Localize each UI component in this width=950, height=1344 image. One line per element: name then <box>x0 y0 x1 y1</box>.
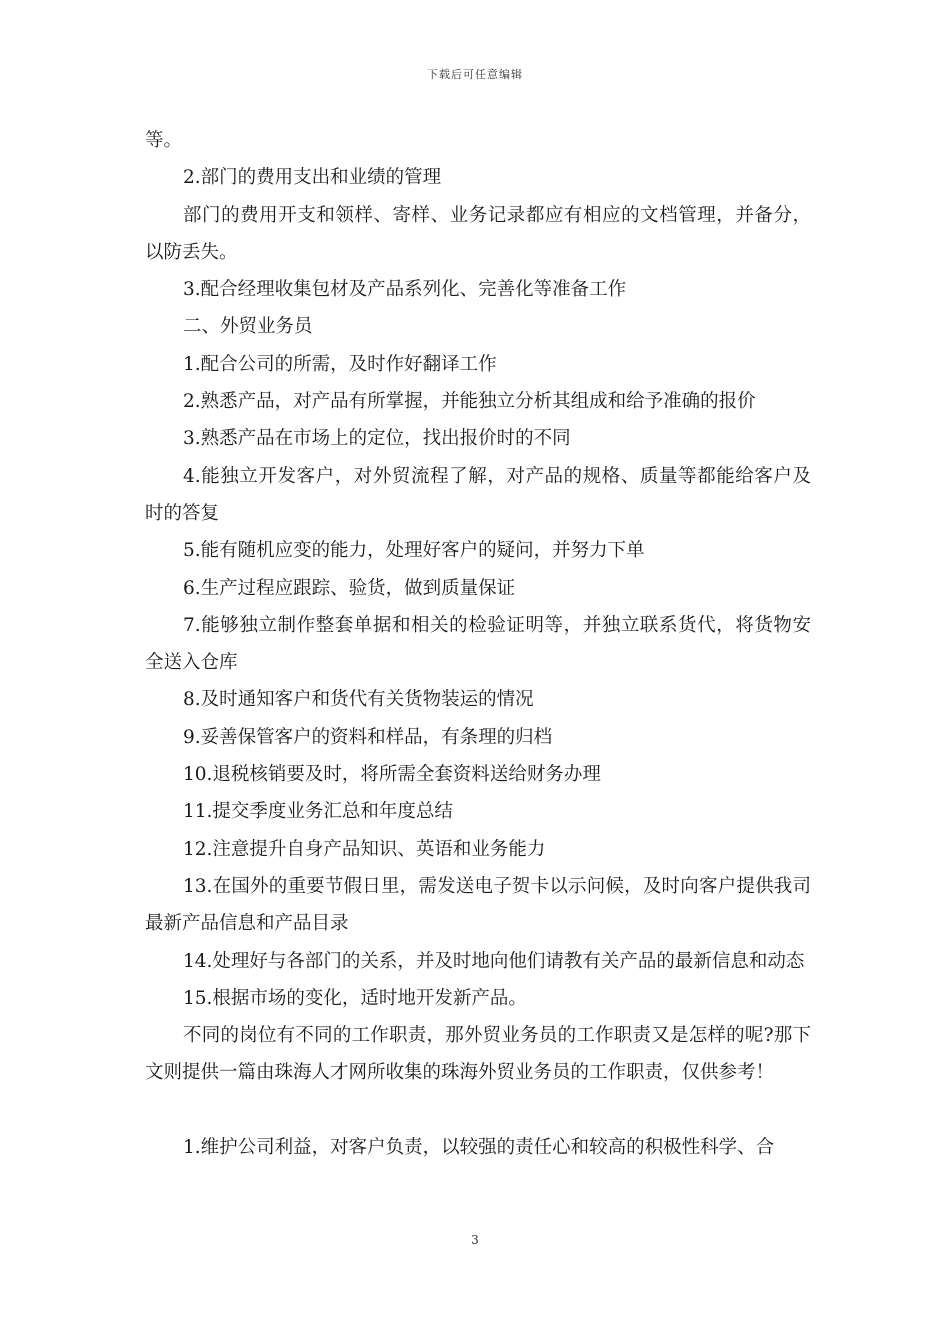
paragraph: 部门的费用开支和领样、寄样、业务记录都应有相应的文档管理，并备分，以防丢失。 <box>145 204 811 263</box>
paragraph: 1.配合公司的所需，及时作好翻译工作 <box>183 353 497 375</box>
paragraph: 15.根据市场的变化，适时地开发新产品。 <box>183 987 527 1009</box>
document-body <box>145 122 811 1166</box>
paragraph: 等。 <box>145 130 183 151</box>
paragraph: 二、外贸业务员 <box>183 316 313 338</box>
page-number: 3 <box>471 1233 479 1247</box>
paragraph: 4.能独立开发客户，对外贸流程了解，对产品的规格、质量等都能给客户及时的答复 <box>145 465 811 524</box>
blank-line <box>145 1092 811 1129</box>
paragraph: 2.部门的费用支出和业绩的管理 <box>183 167 442 189</box>
paragraph: 13.在国外的重要节假日里，需发送电子贺卡以示问候，及时向客户提供我司最新产品信息和产品目录 <box>145 875 811 935</box>
paragraph: 3.配合经理收集包材及产品系列化、完善化等准备工作 <box>183 279 627 301</box>
paragraph: 5.能有随机应变的能力，处理好客户的疑问，并努力下单 <box>183 540 645 562</box>
page-header: 下载后可任意编辑 <box>427 68 523 81</box>
paragraph: 6.生产过程应跟踪、验货，做到质量保证 <box>183 577 516 599</box>
paragraph: 8.及时通知客户和货代有关货物装运的情况 <box>183 689 534 711</box>
paragraph: 12.注意提升自身产品知识、英语和业务能力 <box>183 838 546 860</box>
paragraph: 14.处理好与各部门的关系，并及时地向他们请教有关产品的最新信息和动态 <box>183 950 805 972</box>
paragraph: 10.退税核销要及时，将所需全套资料送给财务办理 <box>183 764 601 786</box>
paragraph: 7.能够独立制作整套单据和相关的检验证明等，并独立联系货代，将货物安全送入仓库 <box>145 614 811 674</box>
paragraph: 11.提交季度业务汇总和年度总结 <box>183 801 453 823</box>
paragraph: 3.熟悉产品在市场上的定位，找出报价时的不同 <box>183 428 571 450</box>
paragraph: 9.妥善保管客户的资料和样品，有条理的归档 <box>183 726 553 748</box>
paragraph: 1.维护公司利益，对客户负责，以较强的责任心和较高的积极性科学、合 <box>183 1136 775 1158</box>
paragraph: 2.熟悉产品，对产品有所掌握，并能独立分析其组成和给予准确的报价 <box>183 391 756 413</box>
paragraph: 不同的岗位有不同的工作职责，那外贸业务员的工作职责又是怎样的呢?那下文则提供一篇由珠海人才网所收集的珠海外贸业务员的工作职责，仅供参考！ <box>145 1025 811 1084</box>
